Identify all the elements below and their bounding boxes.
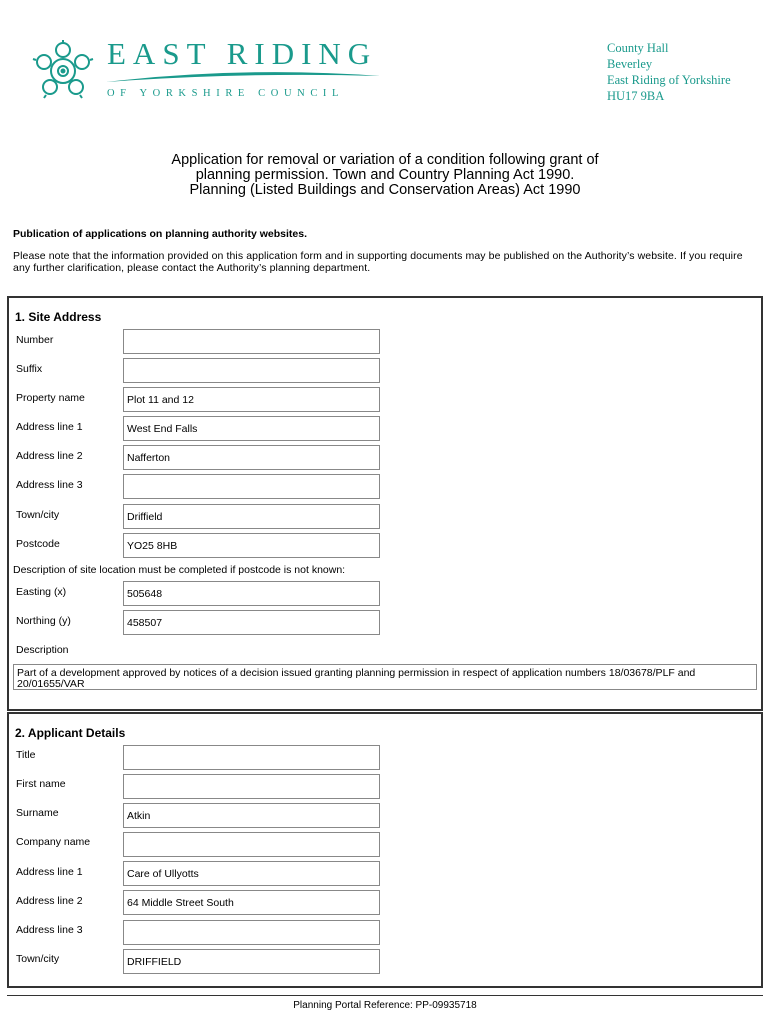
town-city-field[interactable]: Driffield bbox=[123, 504, 380, 529]
applicant-town-city-field[interactable]: DRIFFIELD bbox=[123, 949, 380, 974]
address-line: County Hall bbox=[607, 41, 669, 55]
title-line: planning permission. Town and Country Planning Act 1990. bbox=[195, 167, 575, 183]
section-title: 1. Site Address bbox=[15, 310, 102, 324]
applicant-address-line-1-field[interactable]: Care of Ullyotts bbox=[123, 861, 380, 886]
postcode-field[interactable]: YO25 8HB bbox=[123, 533, 380, 558]
applicant-address-line-3-field[interactable] bbox=[123, 920, 380, 945]
field-label: Town/city bbox=[16, 509, 60, 521]
applicant-address-line-2-field[interactable]: 64 Middle Street South bbox=[123, 890, 380, 915]
address-line-2-field[interactable]: Nafferton bbox=[123, 445, 380, 470]
address-line: Beverley bbox=[607, 57, 653, 71]
field-label: First name bbox=[16, 778, 66, 790]
address-line-3-field[interactable] bbox=[123, 474, 380, 499]
suffix-field[interactable] bbox=[123, 358, 380, 383]
footer-divider bbox=[7, 995, 763, 996]
publication-heading: Publication of applications on planning authority websites. bbox=[13, 228, 308, 240]
address-line: East Riding of Yorkshire bbox=[607, 73, 731, 87]
northing-field[interactable]: 458507 bbox=[123, 610, 380, 635]
field-label: Address line 3 bbox=[16, 479, 83, 491]
property-name-field[interactable]: Plot 11 and 12 bbox=[123, 387, 380, 412]
publication-note: Please note that the information provided on this application form and in supporting documents may be published on the Authority’s website. If you require any further clarification, please contact the Authority’s planning department. bbox=[13, 250, 743, 274]
field-label: Property name bbox=[16, 392, 85, 404]
address-line: HU17 9BA bbox=[607, 89, 665, 103]
section-title: 2. Applicant Details bbox=[15, 726, 126, 740]
field-label: Northing (y) bbox=[16, 615, 71, 627]
field-label: Address line 1 bbox=[16, 866, 83, 878]
location-note: Description of site location must be completed if postcode is not known: bbox=[13, 564, 346, 576]
title-line: Planning (Listed Buildings and Conservation Areas) Act 1990 bbox=[189, 182, 581, 198]
field-label: Address line 1 bbox=[16, 421, 83, 433]
page-title bbox=[0, 153, 770, 198]
company-name-field[interactable] bbox=[123, 832, 380, 857]
field-label: Suffix bbox=[16, 363, 43, 375]
description-field[interactable]: Part of a development approved by notices of a decision issued granting planning permission in respect of application numbers 18/03678/PLF and 20/01655/VAR bbox=[13, 664, 757, 690]
title-field[interactable] bbox=[123, 745, 380, 770]
field-label: Town/city bbox=[16, 953, 60, 965]
field-label: Address line 2 bbox=[16, 450, 83, 462]
surname-field[interactable]: Atkin bbox=[123, 803, 380, 828]
site-address-section bbox=[7, 296, 763, 711]
address-line-1-field[interactable]: West End Falls bbox=[123, 416, 380, 441]
applicant-details-section bbox=[7, 712, 763, 988]
field-label: Postcode bbox=[16, 538, 60, 550]
council-name: EAST RIDING bbox=[107, 36, 378, 71]
council-rose-logo-icon bbox=[32, 40, 94, 102]
field-label: Surname bbox=[16, 807, 59, 819]
field-label: Address line 3 bbox=[16, 924, 83, 936]
field-label: Company name bbox=[16, 836, 91, 848]
number-field[interactable] bbox=[123, 329, 380, 354]
field-label: Address line 2 bbox=[16, 895, 83, 907]
title-line: Application for removal or variation of a condition following grant of bbox=[171, 152, 599, 168]
easting-field[interactable]: 505648 bbox=[123, 581, 380, 606]
council-address bbox=[607, 40, 731, 104]
planning-portal-reference: Planning Portal Reference: PP-09935718 bbox=[293, 1000, 477, 1011]
field-label: Easting (x) bbox=[16, 586, 67, 598]
first-name-field[interactable] bbox=[123, 774, 380, 799]
field-label: Title bbox=[16, 749, 36, 761]
brand-swoosh bbox=[104, 68, 382, 86]
council-subtitle: OF YORKSHIRE COUNCIL bbox=[107, 88, 345, 99]
field-label: Number bbox=[16, 334, 54, 346]
field-label: Description bbox=[16, 644, 69, 656]
